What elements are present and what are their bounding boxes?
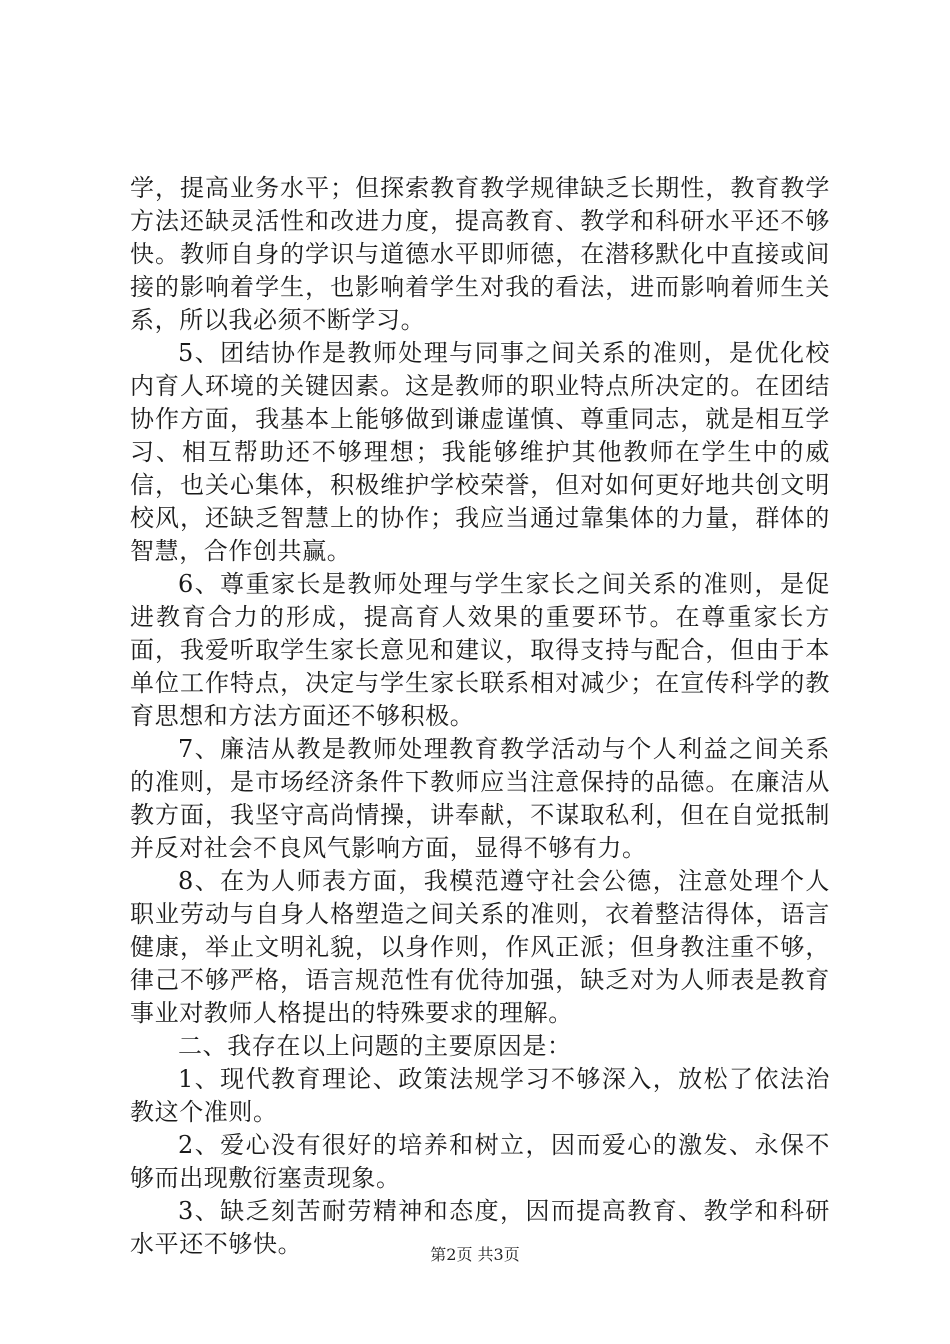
paragraph-item-8: 8、在为人师表方面，我模范遵守社会公德，注意处理个人职业劳动与自身人格塑造之间关系的准则，衣着整洁得体，语言健康，举止文明礼貌，以身作则，作风正派；但身教注重不够，律己不够严格，语言规范性有优待加强，缺乏对为人师表是教育事业对教师人格提出的特殊要求的理解。 bbox=[130, 867, 830, 1027]
reason-item-2: 2、爱心没有很好的培养和树立，因而爱心的激发、永保不够而出现敷衍塞责现象。 bbox=[130, 1131, 830, 1192]
paragraph-item-5: 5、团结协作是教师处理与同事之间关系的准则，是优化校内育人环境的关键因素。这是教师的职业特点所决定的。在团结协作方面，我基本上能够做到谦虚谨慎、尊重同志，就是相互学习、相互帮助还不够理想；我能够维护其他教师在学生中的威信，也关心集体，积极维护学校荣誉，但对如何更好地共创文明校风，还缺乏智慧上的协作；我应当通过靠集体的力量，群体的智慧，合作创共赢。 bbox=[130, 339, 830, 565]
page-number-footer: 第2页 共3页 bbox=[430, 1245, 520, 1264]
reason-item-3: 3、缺乏刻苦耐劳精神和态度，因而提高教育、教学和科研水平还不够快。 bbox=[130, 1197, 830, 1258]
paragraph-item-7: 7、廉洁从教是教师处理教育教学活动与个人利益之间关系的准则，是市场经济条件下教师应当注意保持的品德。在廉洁从教方面，我坚守高尚情操，讲奉献，不谋取私利，但在自觉抵制并反对社会不良风气影响方面，显得不够有力。 bbox=[130, 735, 830, 862]
paragraph-continuation: 学，提高业务水平；但探索教育教学规律缺乏长期性，教育教学方法还缺灵活性和改进力度，提高教育、教学和科研水平还不够快。教师自身的学识与道德水平即师德，在潜移默化中直接或间接的影响着学生，也影响着学生对我的看法，进而影响着师生关系，所以我必须不断学习。 bbox=[130, 174, 830, 334]
document-body bbox=[130, 172, 830, 1261]
paragraph-item-6: 6、尊重家长是教师处理与学生家长之间关系的准则，是促进教育合力的形成，提高育人效果的重要环节。在尊重家长方面，我爱听取学生家长意见和建议，取得支持与配合，但由于本单位工作特点，决定与学生家长联系相对减少；在宣传科学的教育思想和方法方面还不够积极。 bbox=[130, 570, 830, 730]
section-heading-reasons: 二、我存在以上问题的主要原因是： bbox=[178, 1032, 572, 1060]
reason-item-1: 1、现代教育理论、政策法规学习不够深入，放松了依法治教这个准则。 bbox=[130, 1065, 830, 1126]
